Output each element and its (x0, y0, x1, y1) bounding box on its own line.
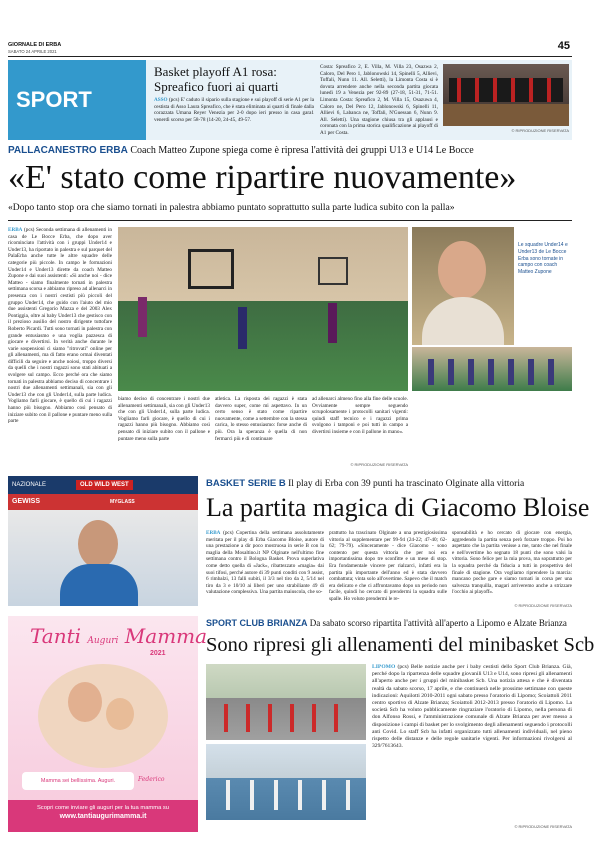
section-label: SPORT (8, 60, 146, 140)
ad-line1: Scopri come inviare gli auguri per la tua mamma su (36, 805, 170, 811)
main-kicker-line: PALLACANESTRO ERBA Coach Matteo Zupone spiega come è ripresa l'attività dei gruppi U13 e U14 Le Bocce (8, 145, 474, 156)
ad-signature: Federico (138, 776, 165, 783)
scb-body: LIPOMO (pcs) Belle notizie anche per i baby cestisti dello Sport Club Brianza. Già, perché dopo la ripartenza delle squadre giovanili U13 e U14, sono ripresi gli allenamenti all'aperto anche per i gruppi del minibasket Scb. Una notizia attesa e che è diventata realtà da sabato scorso, 17 aprile, e che continuerà nelle prossime settimane con queste indicazioni: Aquilotti 2010-2011 ogni sabato presso l'oratorio di Lipomo; Scoiattoli 2011 centro sportivo di Alzate Brianza; Scoiattoli 2012-2013 presso l'oratorio di Lipomo. La società Scb ha voluto pubblicamente ringraziare l'oratorio di Lipomo, nella persona di don Alfonso Rossi, e l'amministrazione comunale di Alzate Brianza per aver messo a disposizione i campi di basket per lo svolgimento degli allenamenti seguendo i protocolli anti Covid. Lo staff Scb ha infatti organizzato tutti allenamenti individuali, nel pieno rispetto delle distanze e delle regole sanitarie vigenti. Per informazioni rivolgersi al 329/7613643. (372, 664, 573, 750)
backboard-shape (188, 249, 234, 289)
team-players-shape (449, 78, 563, 102)
player-shape-3 (328, 303, 337, 343)
top-headline: Basket playoff A1 rosa: Spreafico fuori ai quarti (154, 64, 279, 94)
serieb-kicker-line: BASKET SERIE B Il play di Erba con 39 punti ha trascinato Olginate alla vittoria (206, 478, 525, 489)
kids-shape-1 (216, 704, 356, 732)
main-caption: Le squadre Under14 e Under13 de Le Bocce Erba sono tornate in campo con coach Matteo Zupone (518, 242, 568, 276)
main-deck: «Dopo tanto stop ora che siamo tornati in palestra abbiamo puntato soprattutto sulla parte ludica subito con la palla» (8, 202, 455, 213)
child-face-shape (106, 698, 134, 730)
main-credit: © RIPRODUZIONE RISERVATA (350, 462, 408, 467)
main-body-col1b: biamo deciso di concentrare i nostri due allenamenti settimanali, sia con gli Under13 che con gli Under14, sulla parte ludica. Vogliamo farli giocare, è quello di cui i ragazzi hanno più bisogno. Abbiamo così pensato di iniziare subito con il pallone e puntare meno sulla parte (118, 396, 210, 442)
group-shape (422, 359, 562, 385)
coach-photo (412, 227, 514, 345)
header-rule (8, 56, 572, 57)
deck-rule (8, 220, 572, 221)
team-photo (443, 64, 569, 126)
ad-url[interactable]: www.tantiaugurimamma.it (59, 813, 147, 820)
ad-photo (38, 664, 168, 768)
minibasket-photo-2 (206, 744, 366, 820)
ad-bubble: Mamma sei bellissima. Auguri. (22, 772, 134, 790)
minibasket-photo-1 (206, 664, 366, 740)
top-credit: © RIPRODUZIONE RISERVATA (511, 128, 569, 133)
ad-year: 2021 (150, 650, 166, 657)
page-number: 45 (557, 40, 570, 52)
serieb-body-col2: prattutto ha trascinato Olginate a una prestigiosissima vittoria al supplementare per 99-94 (24-22; 47-40; 62-62; 79-79). «Sinceramente - dice Giacomo - sono contento per questa vittoria che per noi era importantissima dopo tre sconfitte e un mese di stop. Era fondamentale vincere per rialzarci, infatti era la partita più importante dell'anno ed è stata davvero combattuta; vinta solo all'overtime. Sapevo che il match era delicato e che ci affrontavamo dopo un periodo non facile, quindi ho cercato di prendermi la squadra sulle spalle. Ho voluto prendermi le re- (329, 530, 447, 602)
ad-box (8, 616, 208, 832)
main-body-col1a: ERBA (pcs) Seconda settimana di allenamenti in casa de Le Bocce Erba, che dopo aver ricominciato l'attività con i gruppi Under14 e Under13, ha riportato in palestra e sul parquet del PalaErba anche tutte le altre squadre delle categorie più piccole. In campo le formazioni Under14 e Under13 dirette da coach Matteo Zupone e dai suoi assistenti: «Si anche noi - dice Matteo - siamo finalmente tornati in palestra settimana scorsa e abbiamo ripreso ad allenarci in presenza con i nostri cestisti più piccoli del gruppo Under14, che guido con l'aiuto del mio due assistenti Gregorio Mazza e del 2003 Alex Pontiggia, oltre ai baby Under13 che gestisco con il prezioso ausilio del nostro dirigente tuttofare Roberto Picardi. Tutti sono tornati in palestra con grande entusiasmo e una voglia pazzesca di giocare e divertirsi. In verità anche durante le varie sospensioni ci siamo "ritrovati" online per gli allenamenti, ma di fatto erano ormai diventati difficili da seguire e anche noiosi, troppo diversi da quelli che i nostri ragazzi sono stati abituati a svolgere sul campo. Ecco perché ora che siamo tornati in palestra abbiamo deciso di concentrare i nostri due allenamenti settimanali, sia con gli Under13 che con gli Under14, sulla parte ludica. Vogliamo farli giocare, è quello di cui i ragazzi hanno più bisogno. Abbiamo così pensato di iniziare subito con il pallone e puntare meno sulla parte (8, 227, 112, 425)
main-body-col3: ad allenarci almeno fino alla fine delle scuole. Ovviamente sempre seguendo scrupolosamente i protocolli sanitari vigenti: quindi staff tecnico e i ragazzi prima svolgono i tamponi e poi tutti in campo a divertirsi insieme e con il pallone in mano». (312, 396, 408, 435)
serieb-body-col1: ERBA (pcs) Copertina della settimana assolutamente meritata per il play di Erba Giacomo Bloise, autore di una prestazione a dir poco mostruosa in serie B con la maglia della Mosaltino.it NP Olginate nell'ultimo fine settimana contro il Bologna Basket. Prova superlativa come detto quella di «Jack», ribattezzato «magia» dai suoi tifosi, perché autore di 39 punti conditi con 9 assist, 6 rimbalzi, 13 falli subiti, il 3/3 nel tiro da 2, 5/14 nel tiro da 3 e 10/10 ai liberi per uno strabiliante 49 di valutazione complessiva. Una partita maiuscola, che so- (206, 530, 325, 596)
ad-title: Tanti Auguri Mamma (30, 624, 208, 648)
top-body-col1: ASSO (pcs) E' caduto il sipario sulla stagione e sui playoff di serie A1 per la cestista di Asso Laura Spreafico, che è stata eliminata ai quarti di finale dalla corazzata Umana Reyer Venezia per 2-0 dopo ieri presso in casa gara1 venerdì scorso per 58-78 (14-20, 24-45, 49-57. (154, 97, 315, 123)
mother-face-shape (68, 682, 102, 722)
ad-footer (8, 800, 198, 832)
banner-strip-1: NAZIONALE OLD WILD WEST (8, 476, 198, 494)
backboard-shape-2 (318, 257, 348, 285)
bloise-photo (8, 476, 198, 606)
serieb-credit: © RIPRODUZIONE RISERVATA (514, 603, 572, 608)
player-shape-1 (138, 297, 147, 337)
top-body-col2: Costa: Spreafico 2, E. Villa, M. Villa 23, Osazwa 2, Caloro, Del Pero 1, Jablonowski 14, Spinelli 5, Allievi, Toffali, Nunn 11. All. Seletti), la Limonta Costa si è dovuta arrendere anche nella seconda partita giocata lunedì 19 a Venezia per 92-89 (27-18, 51-31, 71-51. Limonta Costa: Spreafico 2, M. Villa 15, Osazuwa 4, Caloro ne, Del Pero 12, Jablonowski 6, Spinelli 11, Allievi 6, Labanca ne, Toffali, N'Guessan 6, Nunn 9. All. Seletti). Una stagione chiusa tra gli applausi e coronata con la prima storica qualificazione ai playoff di A1 per Costa. (320, 64, 438, 136)
main-headline: «E' stato come ripartire nuovamente» (8, 159, 517, 196)
coach-face-shape (438, 241, 486, 299)
player-shape-2 (238, 307, 247, 349)
serieb-headline: La partita magica di Giacomo Bloise (206, 493, 590, 522)
player-face-shape (78, 520, 118, 568)
player-jersey-shape (60, 564, 138, 606)
team-floor-shape (443, 104, 569, 126)
paper-name: GIORNALE DI ERBA (8, 42, 62, 48)
scb-credit: © RIPRODUZIONE RISERVATA (514, 824, 572, 829)
coach-shirt-shape (422, 297, 504, 345)
serieb-body-col3: sponsabilità e ho cercato di giocare con energia, aggredendo la partita senza però forzare troppo. Poi ho aspettato che la partita venisse a me, tanto che nel finale e nell'overtime ho segnato 18 punti che sono valsi la vittoria. Sono felice per la mia prova, ma soprattutto per la squadra perché da fiducia a tutti in prospettiva del finale di stagione. Ora vogliamo riprendere la marcia: mancano poche gare e siamo tornati in corsa per una salvezza tranquilla, magari arriveremo anche a strizzare l'occhio ai playoff». (452, 530, 572, 596)
banner-strip-2: GEWISS MYGLASS (8, 494, 198, 510)
training-photo (118, 227, 408, 391)
team-training-photo (412, 347, 572, 391)
scb-kicker-line: SPORT CLUB BRIANZA Da sabato scorso ripartita l'attività all'aperto a Lipomo e Alzate Brianza (206, 618, 567, 628)
scb-headline: Sono ripresi gli allenamenti del minibasket Scb (206, 634, 594, 656)
main-body-col2: atletica. La risposta dei ragazzi è stata davvero super, come mi aspettavo. In un certo senso è stato come ripartire nuovamente, come a settembre con la stessa carica, lo stesso entusiasmo: forse anche di più. Ora la speranza è quella di non fermarci più e di continuare (215, 396, 307, 442)
issue-date: SABATO 24 APRILE 2021 (8, 49, 57, 54)
kids-shape-2 (216, 780, 356, 810)
